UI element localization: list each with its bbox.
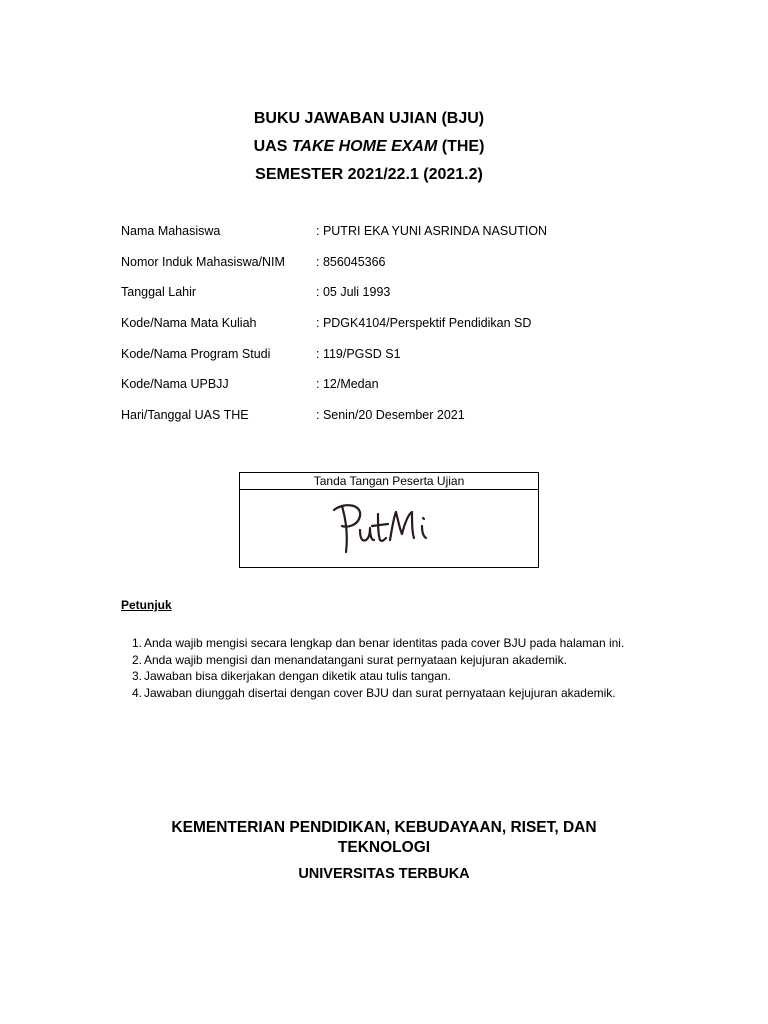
signature-header: Tanda Tangan Peserta Ujian xyxy=(240,473,538,490)
list-item xyxy=(121,652,658,669)
identity-label: Kode/Nama Mata Kuliah xyxy=(121,316,257,331)
identity-label: Nomor Induk Mahasiswa/NIM xyxy=(121,254,285,269)
institution-footer xyxy=(0,818,768,884)
identity-value: : PDGK4104/Perspektif Pendidikan SD xyxy=(316,316,532,331)
identity-row xyxy=(121,283,681,314)
university-name: UNIVERSITAS TERBUKA xyxy=(298,866,470,882)
identity-row xyxy=(121,406,681,437)
list-item-number: 4. xyxy=(132,685,143,700)
identity-label: Tanggal Lahir xyxy=(121,285,197,300)
signature-area xyxy=(240,490,538,568)
title-line-2-italic: TAKE HOME EXAM xyxy=(291,138,438,155)
identity-value: : 05 Juli 1993 xyxy=(316,285,391,300)
identity-row xyxy=(121,345,681,376)
identity-value: : 856045366 xyxy=(316,254,386,269)
identity-row xyxy=(121,375,681,406)
identity-label: Kode/Nama Program Studi xyxy=(121,346,271,361)
list-item-text: Jawaban diunggah disertai dengan cover BJU dan surat pernyataan kejujuran akademik. xyxy=(144,685,616,700)
list-item-number: 2. xyxy=(132,652,143,667)
identity-label: Kode/Nama UPBJJ xyxy=(121,377,229,392)
identity-table xyxy=(121,222,681,437)
instruction-list xyxy=(121,635,658,701)
signature-box xyxy=(239,472,539,568)
identity-row xyxy=(121,222,681,253)
title-line-2 xyxy=(0,133,738,161)
identity-label: Hari/Tanggal UAS THE xyxy=(121,408,249,423)
title-line-2-suffix: (THE) xyxy=(437,138,485,155)
title-line-3: SEMESTER 2021/22.1 (2021.2) xyxy=(255,166,483,183)
identity-row xyxy=(121,253,681,284)
list-item xyxy=(121,685,658,702)
list-item-text: Anda wajib mengisi secara lengkap dan benar identitas pada cover BJU pada halaman ini. xyxy=(144,636,625,650)
list-item xyxy=(121,668,658,685)
document-title xyxy=(0,105,738,189)
list-item-text: Jawaban bisa dikerjakan dengan diketik atau tulis tangan. xyxy=(144,669,451,683)
identity-value: : 119/PGSD S1 xyxy=(316,346,401,361)
list-item-text: Anda wajib mengisi dan menandatangani surat pernyataan kejujuran akademik. xyxy=(144,652,567,667)
identity-label: Nama Mahasiswa xyxy=(121,224,221,238)
identity-value: : PUTRI EKA YUNI ASRINDA NASUTION xyxy=(316,224,548,238)
title-line-1: BUKU JAWABAN UJIAN (BJU) xyxy=(253,110,485,127)
identity-row xyxy=(121,314,681,345)
handwritten-signature xyxy=(332,500,452,560)
title-line-2-prefix: UAS xyxy=(253,138,292,155)
list-item-number: 3. xyxy=(132,669,143,683)
identity-value: : Senin/20 Desember 2021 xyxy=(316,408,465,423)
list-item xyxy=(121,635,658,652)
list-item-number: 1. xyxy=(132,636,143,650)
identity-value: : 12/Medan xyxy=(316,377,379,392)
ministry-name: KEMENTERIAN PENDIDIKAN, KEBUDAYAAN, RISET, DAN TEKNOLOGI xyxy=(171,819,597,856)
petunjuk-heading: Petunjuk xyxy=(121,598,172,612)
